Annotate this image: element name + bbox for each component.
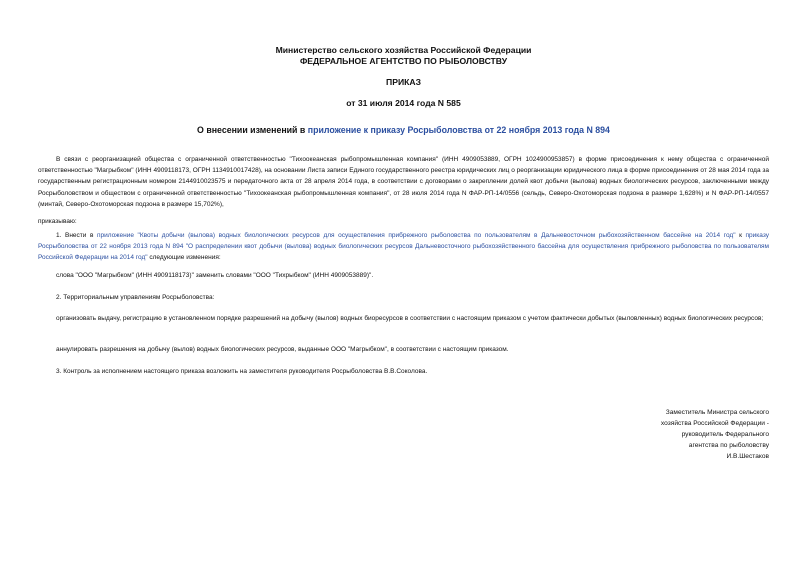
agency-name: ФЕДЕРАЛЬНОЕ АГЕНТСТВО ПО РЫБОЛОВСТВУ <box>299 56 508 66</box>
replacement-paragraph: слова "ООО "Магрыбком" (ИНН 4909118173)" заменить словами "ООО "Тихрыбком" (ИНН 4909053889)". <box>56 272 374 279</box>
item-2-paragraph: 2. Территориальным управлениям Росрыболовства: <box>56 294 215 301</box>
item-1-start: 1. Внести в <box>56 232 97 239</box>
intro-paragraph: В связи с реорганизацией общества с ограниченной ответственностью "Тихоокеанская рыбопромышленная компания" (ИНН 4909053889, ОГРН 1024900953857) в форме присоединения к нему общества с ограниченной ответственностью "Магрыбком" (ИНН 4909118173, ОГРН 1134910017428), на основании Листа записи Единого государственного реестра юридических лиц о реорганизации юридического лица в форме присоединения от 28 мая 2014 года за государственным регистрационным номером 2144910023575 и передаточного акта от 28 апреля 2014 года, в соответствии с договорами о закреплении долей квот добычи (вылова) водных биологических ресурсов, заключенными между Росрыболовством и обществом с ограниченной ответственностью "Тихоокеанская рыбопромышленная компания", от 28 июля 2014 года N ФАР-РП-14/0556 (сельдь, Северо-Охотоморская подзона в размере 1,628%) и N ФАР-РП-14/0557 (минтай, Северо-Охотоморская подзона в размере 15,702%), <box>38 156 769 208</box>
item-1-paragraph <box>38 230 769 264</box>
document-title <box>30 125 777 135</box>
document-date-number: от 31 июля 2014 года N 585 <box>346 98 461 108</box>
signature-line-3: руководитель Федерального <box>681 431 769 438</box>
title-prefix: О внесении изменений в <box>197 125 308 135</box>
signature-line-1: Заместитель Министра сельского <box>665 409 769 416</box>
order-894-link[interactable]: приказу Росрыболовства от 22 ноября 2013 года N 894 "О распределении квот добычи (вылова) водных биологических ресурсов Дальневосточного рыбохозяйственного бассейна для осуществления прибрежного рыболовства по пользователям Российской Федерации на 2014 год" <box>38 232 769 262</box>
organize-paragraph: организовать выдачу, регистрацию в установленном порядке разрешений на добычу (вылов) водных биоресурсов в соответствии с настоящим приказом с учетом фактически добытых (выловленных) водных биологических ресурсов; <box>56 315 764 322</box>
order-word: приказываю: <box>38 218 77 225</box>
title-link[interactable]: приложение к приказу Росрыболовства от 22 ноября 2013 года N 894 <box>307 125 610 135</box>
document-type: ПРИКАЗ <box>386 77 421 87</box>
appendix-link[interactable]: приложение "Квоты добычи (вылова) водных биологических ресурсов для осуществления прибрежного рыболовства по пользователям в Дальневосточном рыбохозяйственном бассейне на 2014 год" <box>97 232 736 239</box>
ministry-name: Министерство сельского хозяйства Российской Федерации <box>275 45 532 55</box>
signature-line-2: хозяйства Российской Федерации - <box>660 420 769 427</box>
signatory-name: И.В.Шестаков <box>726 453 769 460</box>
annul-paragraph: аннулировать разрешения на добычу (вылов) водных биологических ресурсов, выданные ООО "Магрыбком", в соответствии с настоящим приказом. <box>56 346 509 353</box>
item-1-mid: к <box>735 232 746 239</box>
signature-line-4: агентства по рыболовству <box>688 442 769 449</box>
item-1-end: следующие изменения: <box>147 254 221 262</box>
item-3-paragraph: 3. Контроль за исполнением настоящего приказа возложить на заместителя руководителя Росрыболовства В.В.Соколова. <box>56 368 428 375</box>
signature-block <box>560 407 769 462</box>
